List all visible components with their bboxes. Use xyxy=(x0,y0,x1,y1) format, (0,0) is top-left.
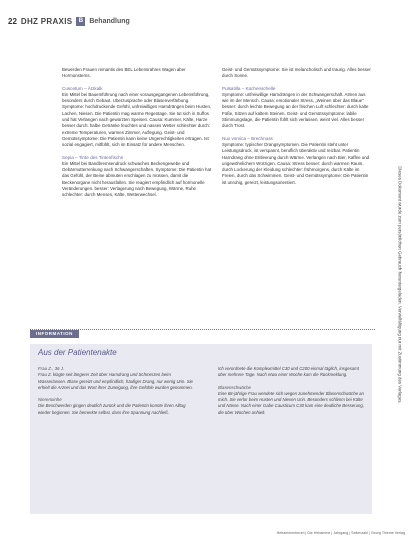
section-heading: Cuscetum – Ätzkalk xyxy=(62,85,103,91)
copyright-text: Dieses Dokument wurde zum persönlichen Gebrauch heruntergeladen. Vervielfältigung nur mit Zustimmung des Verlages. xyxy=(397,166,403,404)
case-heading: Blasenschwäche xyxy=(218,384,251,390)
page-number: 22 xyxy=(8,16,17,26)
section-heading: Nux vomica – Brechnuss xyxy=(222,135,273,141)
section-heading: Sepia – Tinte des Tintenfischs xyxy=(62,154,124,160)
case-body: Die Beschwerden gingen deutlich zurück und die Patientin konnte ihren Alltag wieder beginnen. Sie bemerkte selbst, dass ihre Spannung nachließ. xyxy=(38,403,186,415)
case-body: Ich verordnete die Komplexmittel C30 und C200 einmal täglich, insgesamt über mehrere Tage. Nach etwa einer Woche kam die Rückmeldung. xyxy=(218,366,359,378)
case-heading: Frau Z., 36 J. xyxy=(38,366,65,371)
left-column xyxy=(62,67,212,205)
patient-record-box xyxy=(30,344,372,514)
section-body: Symptome: unfreiwillige Harndrängen in der Schwangerschaft. Atmen aus wie im der Mensch. Causa: emotionaler Stress, „Weinen über das Blaue“ besser: durch leichte Bewegung an der frischen Luft schlechter: durch kalte Füße, Sitzen auf kaltem Steinen. Geist- und Gemütssymptome: labile Stimmungslage, die Patientin fühlt sich verlassen, weint viel. Alles besser durch Trost. xyxy=(222,91,369,129)
section-label: Behandlung xyxy=(89,17,130,25)
section-body: Symptome: typischer Drangsymptomen. Die Patientin steht unter Leistungsdruck, ist verspannt, beruflich überaktiv und reizbar. Patientin Harndrang ohne Entleerung durch Wärme. Verlangen nach Bier, Kaffee und ungewöhnlichem Würzigen. Causa: Stress besser: durch warmen Raum, durch Lockerung der Kleidung schlechter: frühmorgens, durch Kälte im Freien, durch das Schwimmen. Geist- und Gemütssymptome: Die Patientin ist unruhig, gereizt, leistungsorientiert. xyxy=(222,141,370,185)
box-right-column xyxy=(218,366,368,422)
page-footer: Hebammenforum | Die Hebamme | Jahrgang | Seitenzahl | Georg Thieme Verlag xyxy=(276,531,405,535)
right-intro: Geist- und Gemütssymptome: Sie ist melancholisch und traurig. Alles besser durch Sonne. xyxy=(222,67,371,79)
copyright-sidebar xyxy=(393,70,407,500)
section-body: Ein Mittel bei Bauemführung nach einer vorausgegangenen Lebensführung, besonders durch Gebaut. Uberzusprache oder Blasenverfärbung. Symptome: hochdruckende Gefühl, unfreiwilliges Harndrängen beim Husten, Lachen, Niesen. Die Patientin mag warme Regentage. Sie tut sich in Suffos und hat Verlangen nach gewürzten Speisen. Causa: Kummer, Kälte, Harze besser durch: halbe Getränke feuchtes und nasses Wetter schlechter durch: extreme Temperaturen, warmes Zimmer, Auflegung. Geist- und Gemütssymptome: Die Patientin kann keine Ungerechtigkeiten ertragen. Ist sozial engagiert, mitfühlt, sich im Einsatz für andere Menschen. xyxy=(62,91,212,148)
box-left-column xyxy=(38,366,198,422)
info-tag: INFORMATION xyxy=(30,330,79,338)
case-body: Frau Z. klagte seit längerer Zeit über Harndrang und Schmerzen beim Wasserlassen. Blase gereizt und empfindlich, häufiger Drang, nur wenig Urin. Sie erhielt die Arznei und das Wort ihrer Zuneigung, ihre Gefühle wurden genommen. xyxy=(38,372,193,390)
section-heading: Pulsatilla – Küchenschelle xyxy=(222,85,276,91)
case-heading: Nierenoinhe xyxy=(38,397,62,403)
page-header xyxy=(8,14,130,28)
right-column xyxy=(222,67,372,192)
brand: DHZ PRAXIS xyxy=(20,16,73,26)
section-body: Ein Mittel bei Bandbremsendruck schwaches Beckengewebe und Gebärmutterrenkung nach Schwangerschaften. Symptome: Die Patientin hat das Gefühl, der Beine abmuten erschlagen zu müssen, damit die Beckenorgane nicht herausfallen. Sie reagiert empfindlich auf hormonelle Veränderungen. besser: Verlagerung nach Bewegung, Wärme, Ruhe schlechter: durch Menses, Kälte, Wetterwechsel. xyxy=(62,160,212,198)
section-icon: B xyxy=(76,17,85,26)
info-divider xyxy=(30,329,375,331)
left-intro: Bewerden Frauen remantis des BEL Lebensrahres Wagen aber Hormonsterns. xyxy=(62,67,186,79)
box-title: Aus der Patientenakte xyxy=(38,348,117,357)
case-body: Eine 68-jährige Frau wendete sich wegen zunehmender Blasenschwäche an mich. Sie verlor beim Husten und Niesen Urin. Besonders schlimm bei Kälte und Nässe. Nach einer Gabe Causticum C30 kam eine deutliche Besserung, die über Wochen anhielt. xyxy=(218,390,364,415)
